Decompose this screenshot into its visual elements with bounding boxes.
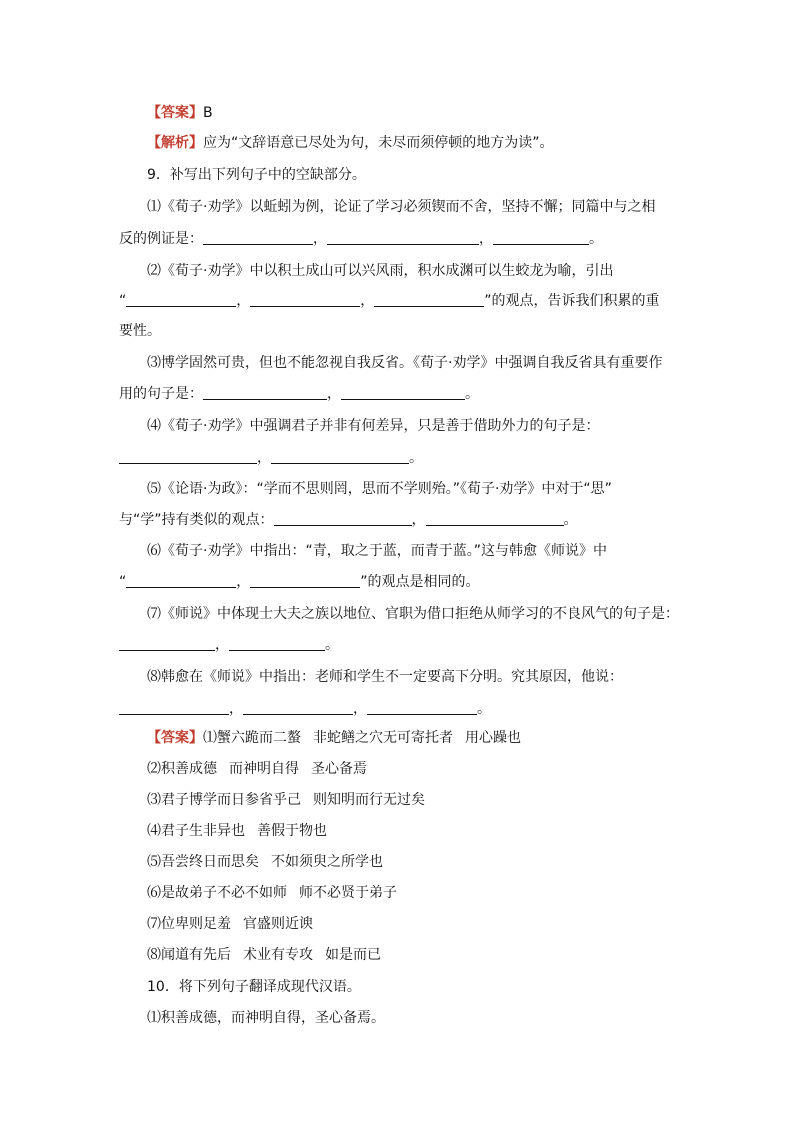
fill-blank[interactable]: [126, 292, 236, 307]
fill-blank[interactable]: [119, 449, 257, 464]
q9-item6-line2: “ ， ”的观点是相同的。: [119, 574, 480, 590]
q9-item7-line2: ， 。: [119, 635, 339, 655]
answer-tag: 【答案】: [147, 730, 203, 746]
q8-answer-line: [147, 103, 213, 123]
fill-blank[interactable]: [250, 573, 360, 588]
q9-answer-3: ⑶君子博学而日参省乎己 则知明而行无过矣: [147, 792, 425, 808]
fill-blank[interactable]: [119, 636, 215, 651]
q9-item2-line2: “ ， ， ”的观点，告诉我们积累的重: [119, 293, 660, 309]
fill-blank[interactable]: [274, 511, 412, 526]
fill-blank[interactable]: [493, 230, 589, 245]
q9-item8-line2: ， ， 。: [119, 699, 491, 719]
q9-item7-line1: ⑺《师说》中体现士大夫之族以地位、官职为借口拒绝从师学习的不良风气的句子是：: [147, 606, 679, 622]
q9-answer-4: ⑷君子生非异也 善假于物也: [147, 823, 327, 839]
q8-analysis: 应为“文辞语意已尽处为句，未尽而须停顿的地方为读”。: [203, 135, 554, 151]
fill-blank[interactable]: [126, 573, 236, 588]
q9-item3-line2: 用的句子是： ， 。: [119, 386, 479, 402]
q9-item6-line1: ⑹《荀子·劝学》中指出：“青，取之于蓝，而青于蓝。”这与韩愈《师说》中: [147, 543, 607, 559]
fill-blank[interactable]: [229, 636, 325, 651]
q9-answer-8: ⑻闻道有先后 术业有专攻 如是而已: [147, 947, 381, 963]
fill-blank[interactable]: [119, 700, 229, 715]
q9-answer-6: ⑹是故弟子不必不如师 师不必贤于弟子: [147, 885, 397, 901]
q9-item4-line1: ⑷《荀子·劝学》中强调君子并非有何差异，只是善于借助外力的句子是：: [147, 418, 600, 434]
fill-blank[interactable]: [327, 230, 479, 245]
q9-item1-line1: ⑴《荀子·劝学》以蚯蚓为例，论证了学习必须锲而不舍，坚持不懈；同篇中与之相: [147, 199, 656, 215]
fill-blank[interactable]: [203, 230, 313, 245]
fill-blank[interactable]: [243, 700, 353, 715]
q9-item2-line1: ⑵《荀子·劝学》中以积土成山可以兴风雨，积水成渊可以生蛟龙为喻，引出: [147, 263, 614, 279]
fill-blank[interactable]: [426, 511, 564, 526]
answer-tag: 【答案】: [147, 105, 203, 121]
parse-tag: 【解析】: [147, 135, 203, 151]
q8-analysis-line: [147, 133, 554, 153]
q10-item1: ⑴积善成德，而神明自得，圣心备焉。: [147, 1010, 385, 1026]
fill-blank[interactable]: [374, 292, 484, 307]
fill-blank[interactable]: [271, 449, 409, 464]
fill-blank[interactable]: [203, 385, 327, 400]
q9-item5-line2: 与“学”持有类似的观点： ， 。: [119, 512, 578, 528]
q8-answer: B: [203, 105, 213, 121]
q9-item4-line2: ， 。: [119, 448, 423, 468]
q9-item5-line1: ⑸《论语·为政》：“学而不思则罔，思而不学则殆。”《荀子·劝学》中对于“思”: [147, 481, 612, 497]
q9-item8-line1: ⑻韩愈在《师说》中指出：老师和学生不一定要高下分明。究其原因，他说：: [147, 669, 623, 685]
q9-item1-line2: 反的例证是： ， ， 。: [119, 231, 603, 247]
fill-blank[interactable]: [367, 700, 477, 715]
q9-answer-5: ⑸吾尝终日而思矣 不如须臾之所学也: [147, 854, 383, 870]
q9-answer-1: 【答案】⑴蟹六跪而二螯 非蛇鳝之穴无可寄托者 用心躁也: [147, 730, 521, 746]
q9-answer-2: ⑵积善成德 而神明自得 圣心备焉: [147, 761, 367, 777]
fill-blank[interactable]: [341, 385, 465, 400]
q10-title: 10．将下列句子翻译成现代汉语。: [147, 979, 361, 995]
q9-item2-line3: 要性。: [119, 323, 161, 339]
q9-title: 9．补写出下列句子中的空缺部分。: [147, 167, 366, 183]
q9-item3-line1: ⑶博学固然可贵，但也不能忽视自我反省。《荀子·劝学》中强调自我反省具有重要作: [147, 355, 663, 371]
fill-blank[interactable]: [250, 292, 360, 307]
q9-answer-7: ⑺位卑则足羞 官盛则近谀: [147, 916, 313, 932]
